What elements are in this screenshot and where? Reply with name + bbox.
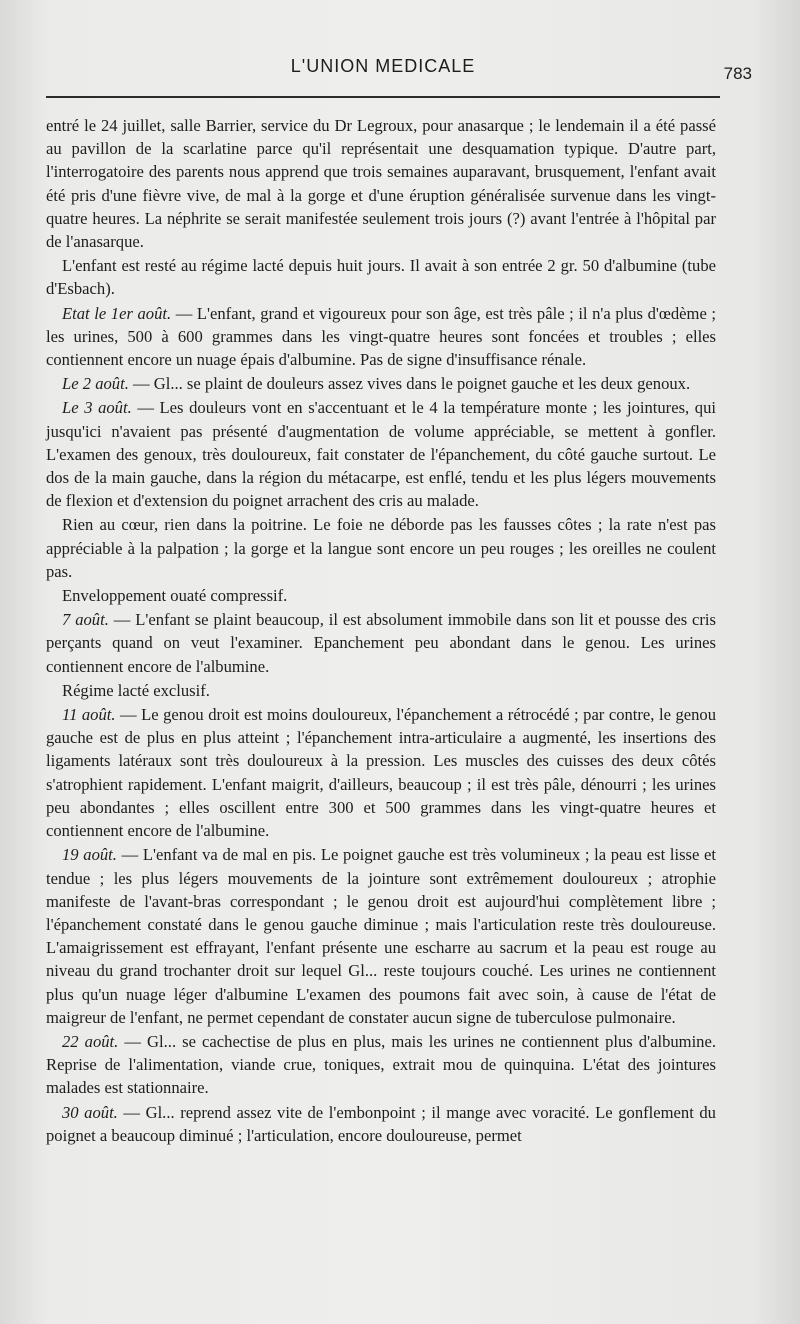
paragraph-2 — [46, 254, 716, 300]
entry-date: Le 2 août. — [62, 374, 133, 394]
entry-date: 22 août. — [62, 1031, 125, 1051]
paragraph-7 — [46, 584, 716, 607]
entry-date: 11 août. — [62, 705, 121, 725]
paragraph-10 — [46, 703, 716, 842]
entry-date: Etat le 1er août. — [62, 303, 176, 323]
page-number: 783 — [723, 64, 752, 83]
paragraph-text: L'enfant est resté au régime lacté depuis huit jours. Il avait à son entrée 2 gr. 50 d'albumine (tube d'Esbach). — [46, 256, 716, 299]
paragraph-text: Rien au cœur, rien dans la poitrine. Le foie ne déborde pas les fausses côtes ; la rate n'est pas appréciable à la palpation ; la gorge et la langue sont encore un peu rouges ; les oreilles ne coulent pas. — [46, 515, 716, 581]
paragraph-text: Enveloppement ouaté compressif. — [62, 586, 288, 606]
paragraph-11 — [46, 843, 716, 1029]
paragraph-text: entré le 24 juillet, salle Barrier, service du Dr Legroux, pour anasarque ; le lendemain il a été passé au pavillon de la scarlatine parce qu'il représentait une desquamation typique. D'autre part, l'interrogatoire des parents nous apprend que trois semaines auparavant, brusquement, l'enfant avait été pris d'une fièvre vive, de mal à la gorge et d'une éruption généralisée survenue dans les vingt-quatre heures. La néphrite se serait manifestée seulement trois jours (?) avant l'entrée à l'hôpital par de l'anasarque. — [46, 116, 716, 252]
paragraph-8 — [46, 608, 716, 678]
paragraph-text: — L'enfant, grand et vigoureux pour son âge, est très pâle ; il n'a plus d'œdème ; les urines, 500 à 600 grammes dans les vingt-quatre heures sont foncées et troubles ; elles contiennent encore un nuage épais d'albumine. Pas de signe d'insuffisance rénale. — [46, 303, 716, 370]
page-header — [46, 56, 752, 98]
paragraph-text: — Le genou droit est moins douloureux, l'épanchement a rétrocédé ; par contre, le genou gauche est de plus en plus atteint ; l'épanchement intra-articulaire a augmenté, les insertions des ligaments latéraux sont très douloureux à la pression. Les muscles des cuisses des deux côtés s'atrophient rapidement. L'enfant maigrit, d'ailleurs, beaucoup ; il est très pâle, dénourri ; les urines peu abondantes ; elles oscillent entre 300 et 500 grammes dans les vingt-quatre heures et contiennent encore de l'albumine. — [46, 705, 716, 841]
paragraph-13 — [46, 1101, 716, 1147]
paragraph-text: — Gl... se plaint de douleurs assez vives dans le poignet gauche et les deux genoux. — [133, 374, 691, 394]
paragraph-5 — [46, 396, 716, 512]
entry-date: 19 août. — [62, 845, 122, 865]
entry-date: Le 3 août. — [62, 398, 138, 418]
paragraph-text: Régime lacté exclusif. — [62, 680, 210, 700]
paragraph-12 — [46, 1030, 716, 1100]
paragraph-text: — Les douleurs vont en s'accentuant et le 4 la température monte ; les jointures, qui jusqu'ici n'avaient pas présenté d'augmentation de volume appréciable, se mettent à gonfler. L'examen des genoux, très douloureux, fait constater de l'épanchement, du côté gauche surtout. Le dos de la main gauche, dans la région du métacarpe, est enflé, tendu et les plus légers mouvements de flexion et d'extension du poignet arrachent des cris au malade. — [46, 398, 716, 511]
article-body — [46, 114, 716, 1148]
paragraph-6 — [46, 513, 716, 583]
running-title: L'UNION MEDICALE — [290, 56, 476, 76]
entry-date: 7 août. — [62, 610, 114, 630]
paragraph-text: — L'enfant va de mal en pis. Le poignet gauche est très volumineux ; la peau est lisse et tendue ; les plus légers mouvements de la jointure sont extrêmement douloureux ; atrophie manifeste de l'avant-bras correspondant ; le genou droit est aujourd'hui complètement libre ; l'épanchement constaté dans le genou gauche diminue ; mais l'articulation reste très douloureuse. L'amaigrissement est effrayant, l'enfant présente une escharre au sacrum et la peau est rouge au niveau du grand trochanter droit sur lequel Gl... reste toujours couché. Les urines ne contiennent plus qu'un nuage léger d'albumine L'examen des poumons fait avec soin, à cause de l'état de maigreur de l'enfant, ne permet cependant de constater aucun signe de tuberculose pulmonaire. — [46, 845, 716, 1027]
paragraph-text: — Gl... se cachectise de plus en plus, mais les urines ne contiennent plus d'albumine. Reprise de l'alimentation, viande crue, toniques, extrait mou de quinquina. L'état des jointures malades est stationnaire. — [46, 1031, 716, 1098]
paragraph-1 — [46, 114, 716, 253]
paragraph-3 — [46, 302, 716, 372]
paragraph-9 — [46, 679, 716, 702]
paragraph-4 — [46, 372, 716, 395]
paragraph-text: — Gl... reprend assez vite de l'embonpoint ; il mange avec voracité. Le gonflement du poignet a beaucoup diminué ; l'articulation, encore douloureuse, permet — [46, 1102, 716, 1145]
entry-date: 30 août. — [62, 1102, 124, 1122]
paragraph-text: — L'enfant se plaint beaucoup, il est absolument immobile dans son lit et pousse des cris perçants quand on veut l'examiner. Epanchement peu abondant dans le genou. Les urines contiennent encore de l'albumine. — [46, 610, 717, 676]
